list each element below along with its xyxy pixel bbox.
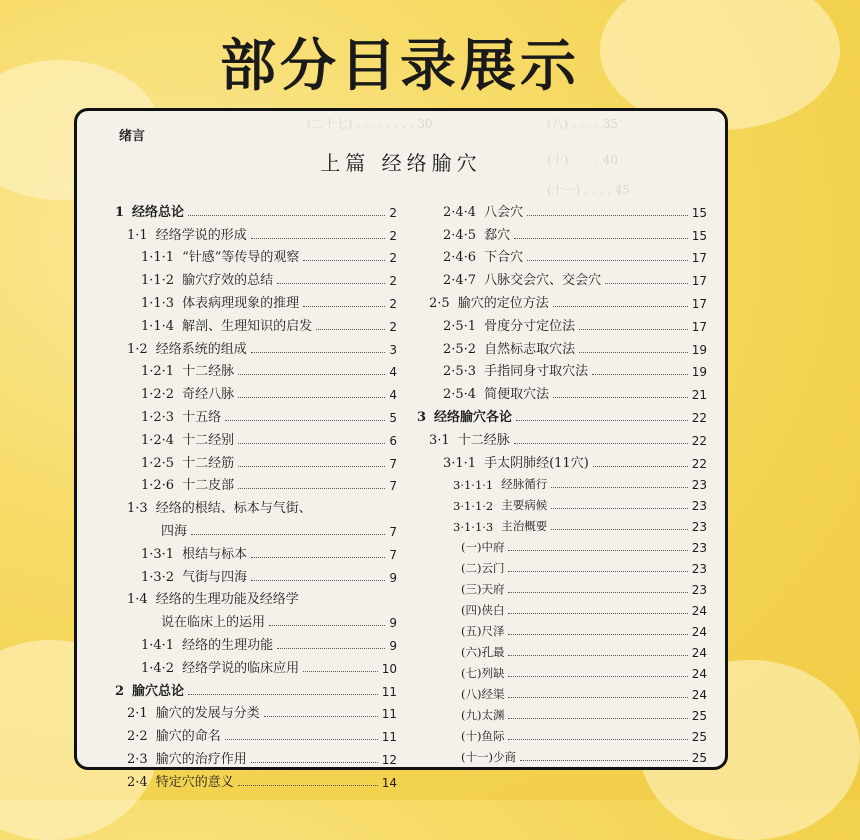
toc-entry-number: (七) xyxy=(461,665,482,680)
toc-entry-title: 八会穴 xyxy=(484,204,524,220)
toc-entry xyxy=(115,220,397,243)
toc-entry xyxy=(417,425,707,448)
toc-entry-page: 9 xyxy=(389,638,397,653)
toc-entry-title: 手太阴肺经(11穴) xyxy=(484,455,589,471)
toc-entry xyxy=(115,653,397,676)
toc-leader-dots xyxy=(508,718,687,719)
toc-entry xyxy=(115,744,397,767)
toc-entry-number: 2·5·2 xyxy=(443,341,477,357)
toc-leader-dots xyxy=(188,215,385,216)
toc-entry-page: 22 xyxy=(691,433,707,448)
toc-entry xyxy=(417,288,707,311)
toc-entry-number: 2·3 xyxy=(127,751,148,767)
toc-entry-page: 7 xyxy=(389,524,397,539)
toc-entry-number: 3·1·1·1 xyxy=(453,477,494,492)
toc-entry xyxy=(115,676,397,699)
toc-entry-title: 经络的根结、标本与气街、 xyxy=(155,501,312,517)
toc-entry-number: 1·3·1 xyxy=(141,546,175,562)
show-through-text: (十) . . . . 40 xyxy=(547,153,618,167)
toc-entry-number: 1·3·2 xyxy=(141,569,175,585)
toc-entry xyxy=(115,721,397,744)
toc-entry-page: 25 xyxy=(691,729,707,744)
toc-entry xyxy=(417,448,707,471)
toc-left-column xyxy=(115,197,397,790)
toc-entry-number: 2·4·7 xyxy=(443,273,477,289)
toc-entry-page: 24 xyxy=(691,687,707,702)
toc-entry-page: 15 xyxy=(691,228,707,243)
toc-entry xyxy=(417,723,707,744)
toc-entry-number: 1·4·2 xyxy=(141,660,175,676)
toc-leader-dots xyxy=(303,671,378,672)
toc-entry-page: 2 xyxy=(389,251,397,266)
toc-entry-page: 15 xyxy=(691,205,707,220)
toc-entry-page: 17 xyxy=(691,296,707,311)
toc-entry xyxy=(115,493,397,516)
toc-leader-dots xyxy=(251,352,386,353)
toc-leader-dots xyxy=(551,529,687,530)
toc-entry-page: 7 xyxy=(389,547,397,562)
toc-leader-dots xyxy=(553,306,688,307)
toc-entry-title: 腧穴总论 xyxy=(132,683,185,699)
toc-entry-number: 2·5 xyxy=(429,295,450,311)
toc-entry-number: 3·1·1 xyxy=(443,455,477,471)
toc-entry-number: 2·5·3 xyxy=(443,364,477,380)
toc-leader-dots xyxy=(303,306,385,307)
toc-entry-number: 1·1 xyxy=(127,227,148,243)
toc-entry-page: 10 xyxy=(381,661,397,676)
toc-leader-dots xyxy=(551,508,687,509)
toc-entry-number: (一) xyxy=(461,539,482,554)
toc-entry-title: 十二经脉 xyxy=(182,364,235,380)
toc-leader-dots xyxy=(316,329,385,330)
toc-entry-title: 经渠 xyxy=(481,686,505,701)
toc-entry-number: 2·4·5 xyxy=(443,227,477,243)
toc-entry-page: 24 xyxy=(691,645,707,660)
toc-entry-page: 22 xyxy=(691,456,707,471)
toc-entry-page: 25 xyxy=(691,750,707,765)
toc-leader-dots xyxy=(508,676,687,677)
toc-entry-page: 24 xyxy=(691,624,707,639)
toc-leader-dots xyxy=(592,374,688,375)
toc-entry-page: 17 xyxy=(691,274,707,289)
toc-entry xyxy=(115,448,397,471)
toc-leader-dots xyxy=(269,625,385,626)
toc-entry-title: 十二经别 xyxy=(182,432,235,448)
toc-entry-page: 2 xyxy=(389,274,397,289)
toc-entry-page: 23 xyxy=(691,540,707,555)
toc-entry xyxy=(417,471,707,492)
toc-entry-number: (八) xyxy=(461,686,482,701)
toc-entry-page: 12 xyxy=(381,752,397,767)
part-title: 上篇 经络腧穴 xyxy=(320,151,482,175)
toc-entry-number: 1·2·1 xyxy=(141,364,175,380)
toc-entry xyxy=(417,597,707,618)
toc-entry-number: 2·5·4 xyxy=(443,387,477,403)
toc-entry xyxy=(115,767,397,790)
toc-entry-number: 1 xyxy=(115,204,125,220)
toc-entry-page: 3 xyxy=(389,342,397,357)
toc-entry xyxy=(417,492,707,513)
toc-entry-title: 侠白 xyxy=(481,602,505,617)
toc-entry-title: 特定穴的意义 xyxy=(155,774,234,790)
toc-entry-page: 6 xyxy=(389,433,397,448)
toc-entry xyxy=(417,555,707,576)
toc-entry xyxy=(115,425,397,448)
toc-entry xyxy=(115,539,397,562)
toc-entry-title: 十五络 xyxy=(182,409,222,425)
toc-entry-title: 解剖、生理知识的启发 xyxy=(182,318,313,334)
toc-leader-dots xyxy=(527,260,688,261)
toc-entry-number: (九) xyxy=(461,707,482,722)
toc-leader-dots xyxy=(188,694,378,695)
toc-entry-title: 天府 xyxy=(481,581,505,596)
toc-leader-dots xyxy=(508,634,687,635)
toc-entry-number: (二) xyxy=(461,560,482,575)
toc-entry-number: 1·2·2 xyxy=(141,387,175,403)
toc-leader-dots xyxy=(238,374,385,375)
toc-entry-title: 经络学说的临床应用 xyxy=(182,660,300,676)
toc-entry-title: 体表病理现象的推理 xyxy=(182,295,300,311)
toc-entry-title: 经络学说的形成 xyxy=(155,227,247,243)
toc-leader-dots xyxy=(238,488,385,489)
toc-entry-title: 腧穴的命名 xyxy=(155,729,221,745)
toc-leader-dots xyxy=(579,329,688,330)
toc-entry-page: 4 xyxy=(389,388,397,403)
show-through-text: (二十七) . . . . . . . . 30 xyxy=(307,117,433,131)
toc-entry xyxy=(417,243,707,266)
toc-leader-dots xyxy=(605,283,688,284)
toc-entry-page: 9 xyxy=(389,570,397,585)
toc-entry xyxy=(417,357,707,380)
toc-entry xyxy=(417,639,707,660)
toc-entry-page: 19 xyxy=(691,365,707,380)
toc-entry xyxy=(417,265,707,288)
toc-leader-dots xyxy=(225,739,378,740)
toc-entry-number: 3·1·1·3 xyxy=(453,519,494,534)
toc-entry xyxy=(115,585,397,608)
toc-leader-dots xyxy=(551,487,687,488)
toc-entry-number: 2 xyxy=(115,683,125,699)
toc-entry-title: 根结与标本 xyxy=(182,546,248,562)
toc-entry xyxy=(115,288,397,311)
toc-entry-page: 4 xyxy=(389,365,397,380)
toc-entry xyxy=(417,534,707,555)
toc-entry-title: 四海 xyxy=(161,523,188,539)
toc-entry-page: 17 xyxy=(691,319,707,334)
toc-entry-title: “针感”等传导的观察 xyxy=(182,250,300,266)
toc-entry-number: 3·1·1·2 xyxy=(453,498,494,513)
toc-entry-page: 11 xyxy=(381,684,397,699)
toc-entry-title: 经脉循行 xyxy=(501,476,548,491)
toc-entry-title: 下合穴 xyxy=(484,250,524,266)
toc-entry-page: 14 xyxy=(381,775,397,790)
toc-leader-dots xyxy=(520,760,688,761)
toc-entry-title: 气街与四海 xyxy=(182,569,248,585)
toc-leader-dots xyxy=(516,420,688,421)
toc-entry-number: 2·2 xyxy=(127,729,148,745)
toc-entry xyxy=(417,311,707,334)
toc-entry xyxy=(417,702,707,723)
toc-entry-page: 2 xyxy=(389,228,397,243)
toc-entry-title: 中府 xyxy=(481,539,505,554)
toc-entry xyxy=(115,243,397,266)
toc-leader-dots xyxy=(527,215,688,216)
toc-entry-page: 2 xyxy=(389,296,397,311)
toc-entry-number: 1·2·4 xyxy=(141,432,175,448)
toc-entry xyxy=(417,744,707,765)
toc-entry-page: 23 xyxy=(691,519,707,534)
toc-entry-title: 说在临床上的运用 xyxy=(161,615,266,631)
toc-entry-number: 1·1·3 xyxy=(141,295,175,311)
toc-entry-number: 3·1 xyxy=(429,432,450,448)
toc-entry-page: 19 xyxy=(691,342,707,357)
toc-entry-title: 列缺 xyxy=(481,665,505,680)
toc-entry xyxy=(115,357,397,380)
toc-leader-dots xyxy=(225,420,385,421)
toc-entry xyxy=(115,630,397,653)
toc-entry-number: 1·2·5 xyxy=(141,455,175,471)
toc-leader-dots xyxy=(277,648,385,649)
toc-right-column xyxy=(417,197,707,765)
toc-entry-title: 经络系统的组成 xyxy=(155,341,247,357)
intro-heading: 绪言 xyxy=(119,129,146,144)
toc-entry xyxy=(115,699,397,722)
toc-leader-dots xyxy=(264,716,378,717)
toc-entry-page: 23 xyxy=(691,477,707,492)
toc-entry-title: 太渊 xyxy=(481,707,505,722)
toc-entry-number: 2·4 xyxy=(127,774,148,790)
toc-entry xyxy=(417,576,707,597)
toc-entry-number: 1·2·3 xyxy=(141,409,175,425)
toc-entry-title: 经络的生理功能及经络学 xyxy=(155,592,299,608)
toc-entry-title: 主要病候 xyxy=(501,497,548,512)
toc-entry xyxy=(417,197,707,220)
toc-entry-number: 1·2 xyxy=(127,341,148,357)
toc-entry-title: 孔最 xyxy=(481,644,505,659)
toc-entry-page: 25 xyxy=(691,708,707,723)
toc-entry xyxy=(417,220,707,243)
toc-entry-title: 简便取穴法 xyxy=(484,387,550,403)
show-through-text: (十一) . . . . 45 xyxy=(547,183,630,197)
toc-entry xyxy=(115,516,397,539)
toc-entry-page: 5 xyxy=(389,410,397,425)
toc-entry-title: 云门 xyxy=(481,560,505,575)
toc-entry-page: 11 xyxy=(381,707,397,722)
toc-entry-title: 经络总论 xyxy=(132,204,185,220)
toc-entry-number: 1·4·1 xyxy=(141,637,175,653)
toc-entry-page: 2 xyxy=(389,319,397,334)
toc-leader-dots xyxy=(303,260,385,261)
toc-entry xyxy=(417,618,707,639)
toc-entry-page: 22 xyxy=(691,410,707,425)
toc-entry-title: 自然标志取穴法 xyxy=(484,341,576,357)
toc-leader-dots xyxy=(251,557,385,558)
toc-entry-number: 3 xyxy=(417,409,427,425)
toc-leader-dots xyxy=(238,466,385,467)
toc-leader-dots xyxy=(238,443,385,444)
toc-entry-number: (十一) xyxy=(461,749,493,764)
toc-entry-title: 腧穴疗效的总结 xyxy=(182,273,274,289)
toc-leader-dots xyxy=(238,397,385,398)
toc-entry xyxy=(417,334,707,357)
toc-entry-number: (六) xyxy=(461,644,482,659)
toc-entry-title: 十二经筋 xyxy=(182,455,235,471)
toc-entry-title: 主治概要 xyxy=(501,518,548,533)
toc-leader-dots xyxy=(508,655,687,656)
toc-entry-title: 少商 xyxy=(492,749,516,764)
toc-entry-page: 23 xyxy=(691,498,707,513)
toc-entry-page: 2 xyxy=(389,205,397,220)
toc-entry-page: 24 xyxy=(691,603,707,618)
toc-entry-page: 7 xyxy=(389,456,397,471)
toc-entry xyxy=(115,379,397,402)
toc-leader-dots xyxy=(238,785,378,786)
toc-entry xyxy=(115,471,397,494)
toc-entry-page: 9 xyxy=(389,616,397,631)
toc-leader-dots xyxy=(514,238,688,239)
toc-entry xyxy=(417,681,707,702)
toc-entry-title: 腧穴的发展与分类 xyxy=(155,706,260,722)
toc-entry-title: 骨度分寸定位法 xyxy=(484,318,576,334)
toc-entry-page: 7 xyxy=(389,479,397,494)
toc-entry-title: 经络腧穴各论 xyxy=(434,409,513,425)
toc-entry-number: 2·4·4 xyxy=(443,204,477,220)
toc-entry xyxy=(115,607,397,630)
toc-leader-dots xyxy=(508,571,687,572)
toc-leader-dots xyxy=(251,580,385,581)
toc-entry-title: 十二皮部 xyxy=(182,478,235,494)
toc-leader-dots xyxy=(579,352,688,353)
toc-leader-dots xyxy=(508,739,687,740)
book-page xyxy=(74,108,728,790)
toc-entry-number: 2·5·1 xyxy=(443,318,477,334)
toc-entry-number: (五) xyxy=(461,623,482,638)
toc-entry-number: 1·1·4 xyxy=(141,318,175,334)
toc-leader-dots xyxy=(251,238,386,239)
toc-leader-dots xyxy=(514,443,688,444)
toc-leader-dots xyxy=(553,397,688,398)
toc-entry-number: (四) xyxy=(461,602,482,617)
toc-entry-title: 腧穴的定位方法 xyxy=(457,295,549,311)
toc-entry-number: 2·1 xyxy=(127,706,148,722)
toc-entry-title: 十二经脉 xyxy=(457,432,510,448)
toc-entry-title: 经络的生理功能 xyxy=(182,637,274,653)
toc-entry-number: 1·3 xyxy=(127,501,148,517)
toc-leader-dots xyxy=(508,592,687,593)
toc-entry-page: 23 xyxy=(691,582,707,597)
toc-entry-page: 11 xyxy=(381,730,397,745)
toc-entry-number: (三) xyxy=(461,581,482,596)
toc-entry-number: 1·1·2 xyxy=(141,273,175,289)
toc-leader-dots xyxy=(508,550,687,551)
toc-entry xyxy=(417,513,707,534)
toc-entry xyxy=(115,402,397,425)
toc-entry-title: 八脉交会穴、交会穴 xyxy=(484,273,602,289)
toc-entry-number: 1·1·1 xyxy=(141,250,175,266)
toc-entry-number: 1·4 xyxy=(127,592,148,608)
toc-entry xyxy=(115,334,397,357)
toc-entry-page: 17 xyxy=(691,251,707,266)
toc-entry-title: 鱼际 xyxy=(481,728,505,743)
toc-leader-dots xyxy=(191,534,385,535)
toc-entry-page: 21 xyxy=(691,388,707,403)
toc-leader-dots xyxy=(508,697,687,698)
toc-entry xyxy=(115,197,397,220)
toc-leader-dots xyxy=(593,466,688,467)
toc-entry-page: 23 xyxy=(691,561,707,576)
toc-entry-title: 奇经八脉 xyxy=(182,387,235,403)
toc-entry-title: 尺泽 xyxy=(481,623,505,638)
toc-entry-number: (十) xyxy=(461,728,482,743)
toc-entry xyxy=(115,311,397,334)
show-through-text: (八) . . . . 35 xyxy=(547,117,618,131)
toc-leader-dots xyxy=(251,762,378,763)
toc-entry-title: 郄穴 xyxy=(484,227,511,243)
toc-entry-title: 手指同身寸取穴法 xyxy=(484,364,589,380)
toc-entry xyxy=(417,379,707,402)
toc-entry-page: 24 xyxy=(691,666,707,681)
toc-entry xyxy=(417,660,707,681)
toc-entry-number: 2·4·6 xyxy=(443,250,477,266)
toc-entry-title: 腧穴的治疗作用 xyxy=(155,751,247,767)
toc-leader-dots xyxy=(508,613,687,614)
page-title: 部分目录展示 xyxy=(220,34,580,99)
toc-leader-dots xyxy=(277,283,385,284)
toc-entry-number: 1·2·6 xyxy=(141,478,175,494)
toc-entry xyxy=(417,402,707,425)
toc-entry xyxy=(115,265,397,288)
toc-entry xyxy=(115,562,397,585)
